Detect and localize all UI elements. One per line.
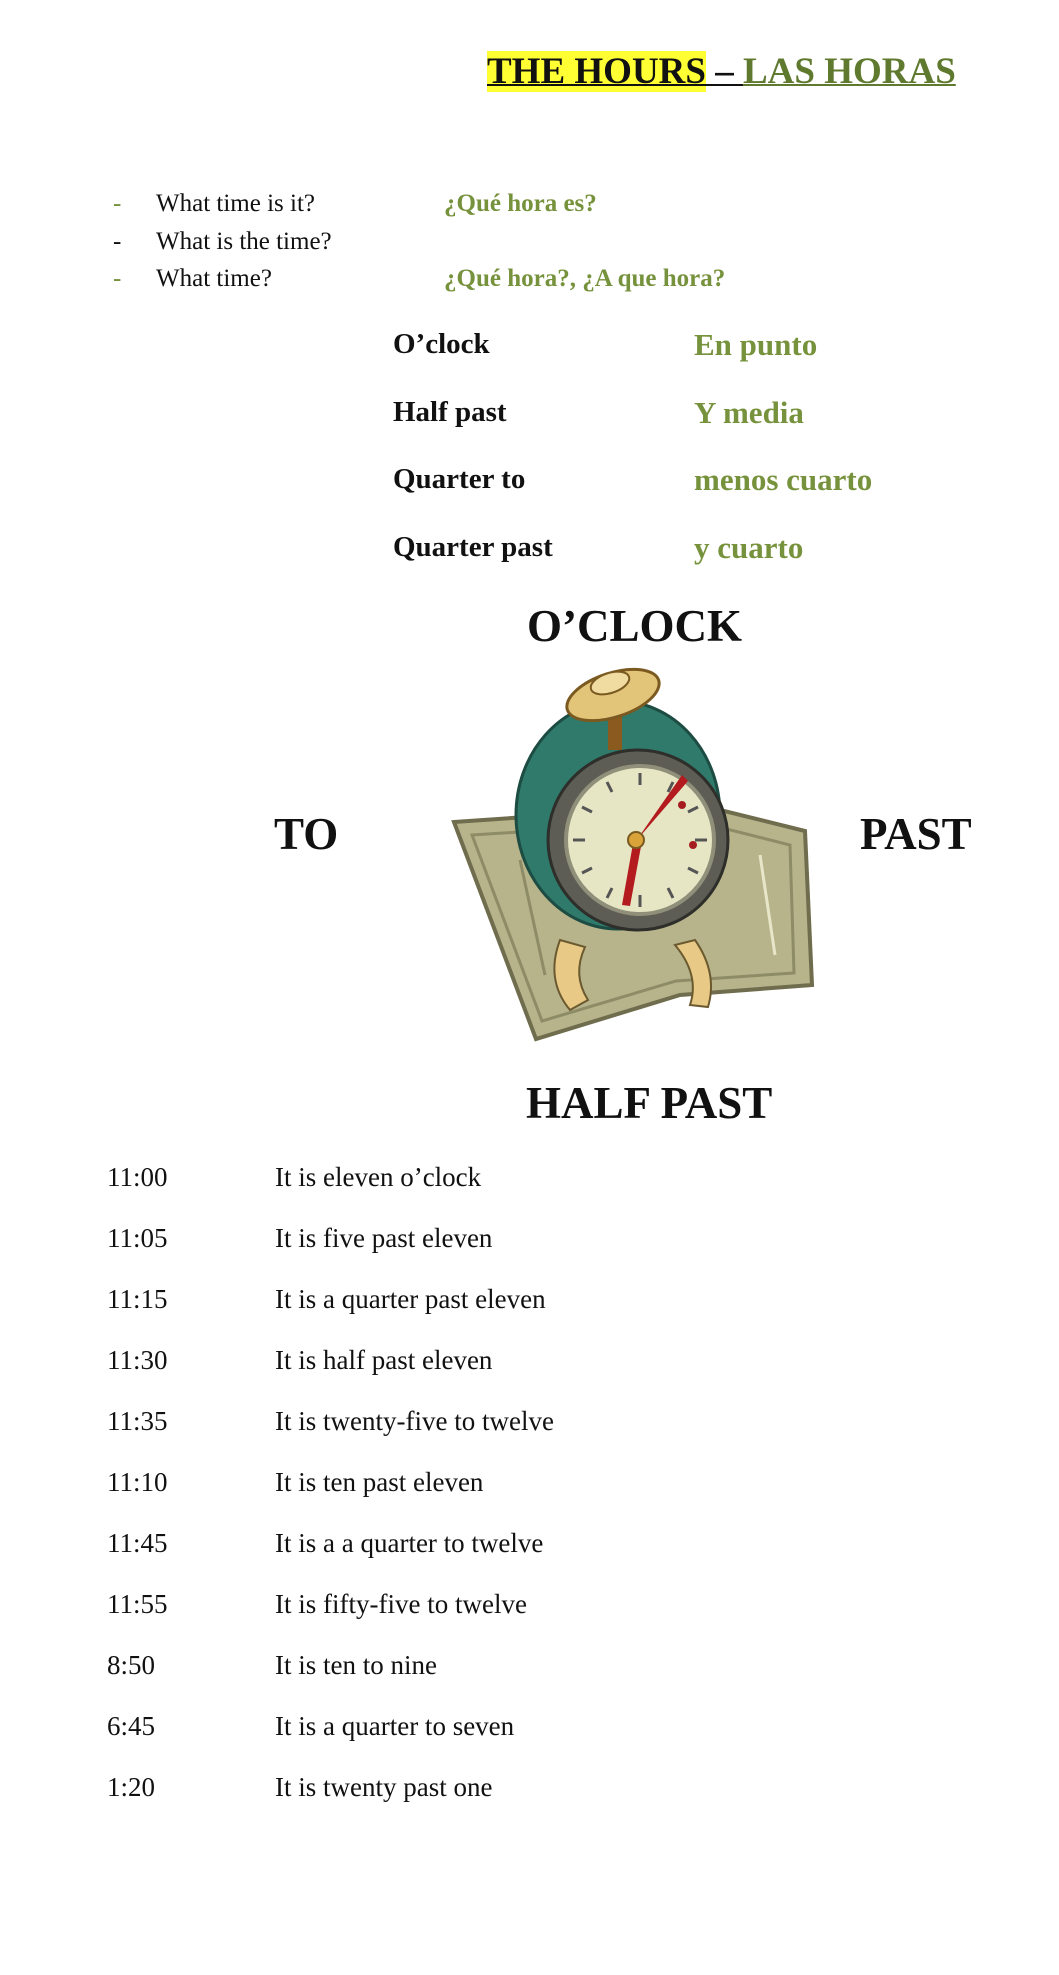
title-spanish: LAS HORAS (742, 51, 956, 92)
title-separator: – (705, 51, 743, 92)
question-spanish: ¿Qué hora?, ¿A que hora? (444, 265, 726, 292)
time-value: 11:35 (107, 1406, 168, 1436)
time-value: 8:50 (107, 1650, 156, 1680)
time-sentence: It is twenty-five to twelve (275, 1406, 554, 1436)
time-value: 11:55 (107, 1589, 168, 1619)
question-english: What time? (156, 265, 272, 292)
vocab-english: Quarter past (393, 531, 553, 563)
time-sentence: It is five past eleven (275, 1223, 493, 1253)
time-value: 11:45 (107, 1528, 168, 1558)
time-sentence: It is ten past eleven (275, 1467, 484, 1497)
title-english: THE HOURS (487, 51, 706, 92)
bullet-dash: - (113, 228, 122, 255)
time-value: 6:45 (107, 1711, 156, 1741)
label-past: PAST (860, 809, 972, 859)
time-sentence: It is a quarter to seven (275, 1711, 515, 1741)
question-english: What time is it? (156, 190, 315, 217)
time-sentence: It is half past eleven (275, 1345, 493, 1375)
time-sentence: It is a quarter past eleven (275, 1284, 546, 1314)
vocab-english: Quarter to (393, 463, 526, 495)
question-english: What is the time? (156, 228, 332, 255)
time-value: 11:00 (107, 1162, 168, 1192)
vocab-english: Half past (393, 396, 507, 428)
vocab-spanish: En punto (694, 327, 818, 362)
time-value: 11:10 (107, 1467, 168, 1497)
clock-center-pin (628, 832, 644, 848)
time-value: 11:05 (107, 1223, 168, 1253)
time-sentence: It is twenty past one (275, 1772, 493, 1802)
clock-face-dot (689, 841, 697, 849)
time-sentence: It is eleven o’clock (275, 1162, 482, 1192)
label-to: TO (274, 809, 339, 859)
bullet-dash: - (113, 190, 122, 217)
label-half-past: HALF PAST (526, 1078, 773, 1128)
clock-face-dot (678, 801, 686, 809)
alarm-clock-illustration (450, 655, 820, 1045)
bullet-dash: - (113, 265, 122, 292)
time-value: 1:20 (107, 1772, 156, 1802)
label-oclock: O’CLOCK (527, 601, 743, 651)
time-sentence: It is fifty-five to twelve (275, 1589, 527, 1619)
vocab-spanish: Y media (694, 395, 804, 430)
time-value: 11:30 (107, 1345, 168, 1375)
time-sentence: It is a a quarter to twelve (275, 1528, 544, 1558)
time-sentence: It is ten to nine (275, 1650, 437, 1680)
page-title (487, 52, 956, 93)
question-spanish: ¿Qué hora es? (444, 190, 597, 217)
vocab-spanish: y cuarto (694, 530, 804, 565)
time-value: 11:15 (107, 1284, 168, 1314)
vocab-spanish: menos cuarto (694, 462, 873, 497)
vocab-english: O’clock (393, 328, 490, 360)
